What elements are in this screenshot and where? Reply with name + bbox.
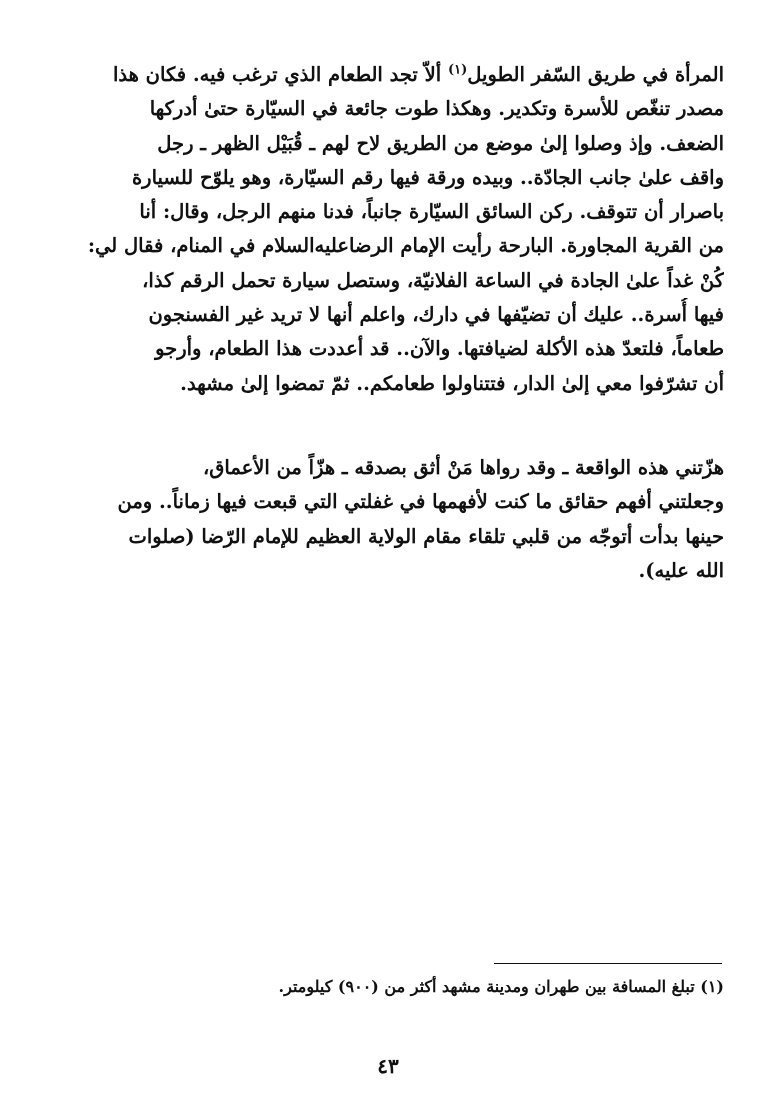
footnote-marker: (١) bbox=[447, 62, 468, 78]
paragraph-2-line-4: الله عليه). bbox=[638, 558, 724, 582]
salutation-ligature: عليه‌السلام bbox=[262, 234, 349, 258]
page-number: ٤٣ bbox=[377, 1054, 399, 1078]
paragraph-1-line-10: أن تشرّفوا معي إلىٰ الدار، فتتناولوا طعامكم.. ثمّ تمضوا إلىٰ مشهد. bbox=[180, 371, 724, 395]
paragraph-1-line-1: المرأة في طريق السّفر الطويل$^{(١)}$ ألاّ تجد الطعام الذي ترغب فيه. فكان هذا bbox=[112, 62, 724, 86]
paragraph-2 bbox=[72, 451, 724, 588]
paragraph-2-line-2: وجعلتني أفهم حقائق ما كنت لأفهمها في غفلتي التي قبعت فيها زماناً.. ومن bbox=[117, 490, 724, 514]
paragraph-1-line-5: باصرار أن تتوقف. ركن السائق السيّارة جانباً، فدنا منهم الرجل، وقال: أنا bbox=[139, 200, 724, 224]
paragraph-2-line-3: حينها بدأت أتوجّه من قلبي تلقاء مقام الولاية العظيم للإمام الرّضا (صلوات bbox=[128, 524, 724, 548]
paragraph-1-line-4: واقف علىٰ جانب الجادّة.. وبيده ورقة فيها رقم السيّارة، وهو يلوّح للسيارة bbox=[131, 165, 724, 189]
paragraph-1-line-3: الضعف. وإذ وصلوا إلىٰ موضع من الطريق لاح لهم ـ قُبَيْل الظهر ـ رجل bbox=[157, 131, 724, 155]
paragraph-1 bbox=[72, 58, 724, 401]
footnote-divider bbox=[494, 963, 722, 964]
paragraph-2-line-1: هزّتني هذه الواقعة ـ وقد رواها مَنْ أثق بصدقه ـ هزّاً من الأعماق، bbox=[202, 456, 724, 479]
paragraph-1-line-9: طعاماً، فلتعدّ هذه الأكلة لضيافتها. والآن.. قد أعددت هذا الطعام، وأرجو bbox=[155, 337, 724, 361]
paragraph-1-line-6: من القرية المجاورة. البارحة رأيت الإمام الرضاعليه‌السلام في المنام، فقال لي: bbox=[87, 234, 724, 258]
paragraph-1-line-7: كُنْ غداً علىٰ الجادة في الساعة الفلانيّة، وستصل سيارة تحمل الرقم كذا، bbox=[142, 268, 724, 292]
paragraph-1-line-8: فيها أُسرة.. عليك أن تضيّفها في دارك، واعلم أنها لا تريد غير الفسنجون bbox=[148, 303, 724, 327]
paragraph-1-line-2: مصدر تنغّص للأسرة وتكدير. وهكذا طوت جائعة في السيّارة حتىٰ أدركها bbox=[149, 97, 724, 121]
footnote: (١) تبلغ المسافة بين طهران ومدينة مشهد أكثر من (٩٠٠) كيلومتر. bbox=[278, 977, 724, 996]
